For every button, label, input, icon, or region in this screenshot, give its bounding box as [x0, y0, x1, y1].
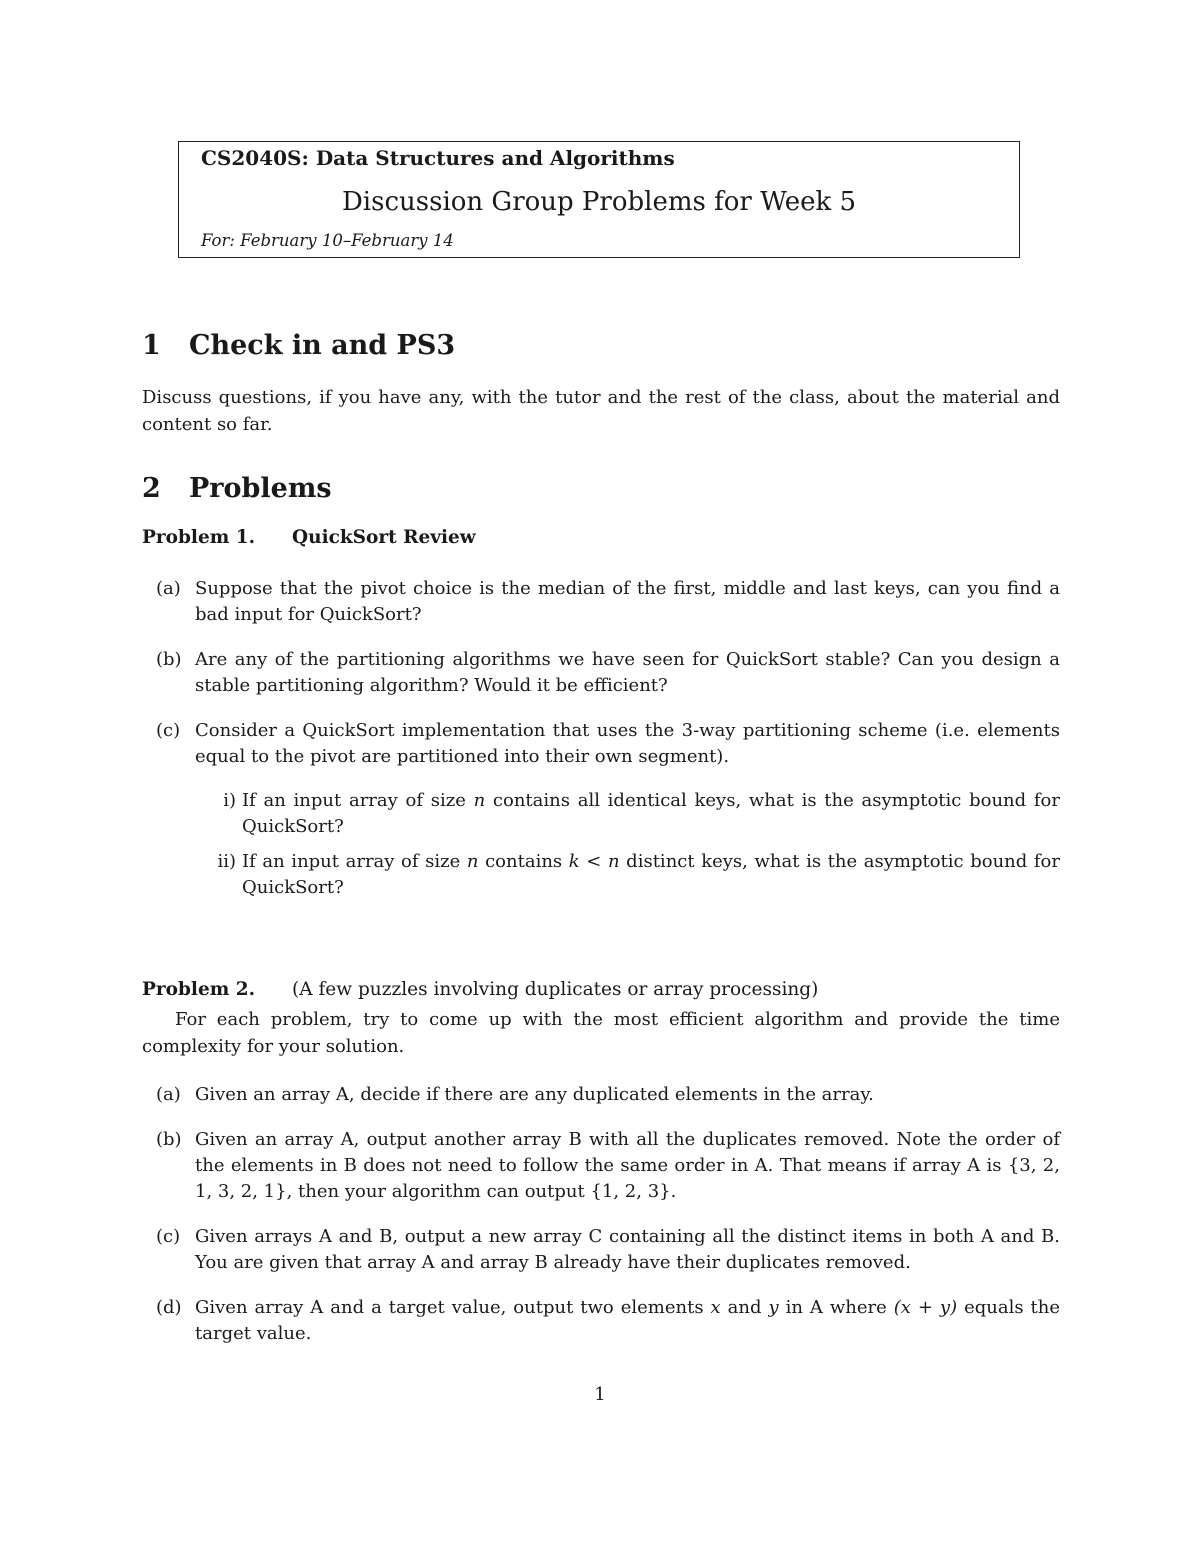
item-text: Given arrays A and B, output a new array C containing all the distinct items in both A and B. You are given that array A and array B already have their duplicates removed.: [195, 1226, 1060, 1273]
math-var: n: [466, 851, 479, 872]
sub-item: [198, 788, 1060, 840]
item-label: (b): [156, 1129, 182, 1150]
sub-item-text: If an input array of size n contains all identical keys, what is the asymptotic bound for QuickSort?: [242, 790, 1060, 837]
item-text: Suppose that the pivot choice is the median of the first, middle and last keys, can you find a bad input for QuickSort?: [195, 578, 1060, 625]
section-title: Problems: [189, 473, 332, 504]
course-title: CS2040S: Data Structures and Algorithms: [201, 146, 675, 170]
section-number: 1: [142, 330, 161, 361]
item-text: Consider a QuickSort implementation that uses the 3-way partitioning scheme (i.e. elements equal to the pivot are partitioned into their own segment).: [195, 720, 1060, 767]
problem-label: Problem 2.: [142, 979, 256, 1000]
item-label: (c): [156, 720, 181, 741]
section-title: Check in and PS3: [189, 330, 456, 361]
list-item: [142, 718, 1060, 770]
document-title: Discussion Group Problems for Week 5: [341, 187, 857, 217]
item-label: (c): [156, 1226, 181, 1247]
list-item: [142, 1295, 1060, 1347]
math-set: {1, 2, 3}: [590, 1181, 671, 1202]
section-1-heading: [142, 330, 455, 361]
problem-2-heading: [142, 979, 818, 1000]
date-range: For: February 10–February 14: [201, 231, 454, 250]
sub-item-label: ii): [217, 851, 236, 872]
item-label: (d): [156, 1297, 182, 1318]
item-label: (b): [156, 649, 182, 670]
list-item: [142, 1127, 1060, 1205]
section-number: 2: [142, 473, 161, 504]
problem-title: (A few puzzles involving duplicates or array processing): [292, 979, 819, 1000]
sub-item-label: i): [223, 790, 236, 811]
problem-2-intro: For each problem, try to come up with the most efficient algorithm and provide the time complexity for your solution.: [142, 1009, 1060, 1057]
math-expression: k < n: [568, 851, 620, 872]
item-text: Given an array A, output another array B with all the duplicates removed. Note the order of the elements in B does not need to follow the same order in A. That means if array A is {3, 2, 1, 3, 2, 1}, then your algorithm can output {1, 2, 3}.: [195, 1129, 1060, 1202]
item-label: (a): [156, 578, 181, 599]
list-item: [142, 1224, 1060, 1276]
sub-item-text: If an input array of size n contains k < n distinct keys, what is the asymptotic bound for QuickSort?: [242, 851, 1060, 898]
math-var: n: [473, 790, 486, 811]
math-expression: (x + y): [893, 1297, 958, 1318]
list-item: [142, 647, 1060, 699]
problem-label: Problem 1.: [142, 527, 256, 548]
section-1-body: Discuss questions, if you have any, with the tutor and the rest of the class, about the material and content so far.: [142, 387, 1060, 435]
item-text: Are any of the partitioning algorithms we have seen for QuickSort stable? Can you design a stable partitioning algorithm? Would it be efficient?: [195, 649, 1060, 696]
math-var: y: [768, 1297, 779, 1318]
item-label: (a): [156, 1084, 181, 1105]
item-text: Given array A and a target value, output two elements x and y in A where (x + y) equals the target value.: [195, 1297, 1061, 1344]
list-item: [142, 576, 1060, 628]
math-var: x: [710, 1297, 721, 1318]
problem-title: QuickSort Review: [292, 527, 476, 548]
header-box: [178, 141, 1020, 258]
page-number: 1: [594, 1384, 606, 1405]
math-set: {3, 2, 1, 3, 2, 1}: [195, 1155, 1060, 1202]
section-2-heading: [142, 473, 332, 504]
list-item: [142, 1082, 1060, 1108]
problem-1-heading: [142, 527, 476, 548]
sub-item: [198, 849, 1060, 901]
item-text: Given an array A, decide if there are any duplicated elements in the array.: [195, 1084, 874, 1105]
